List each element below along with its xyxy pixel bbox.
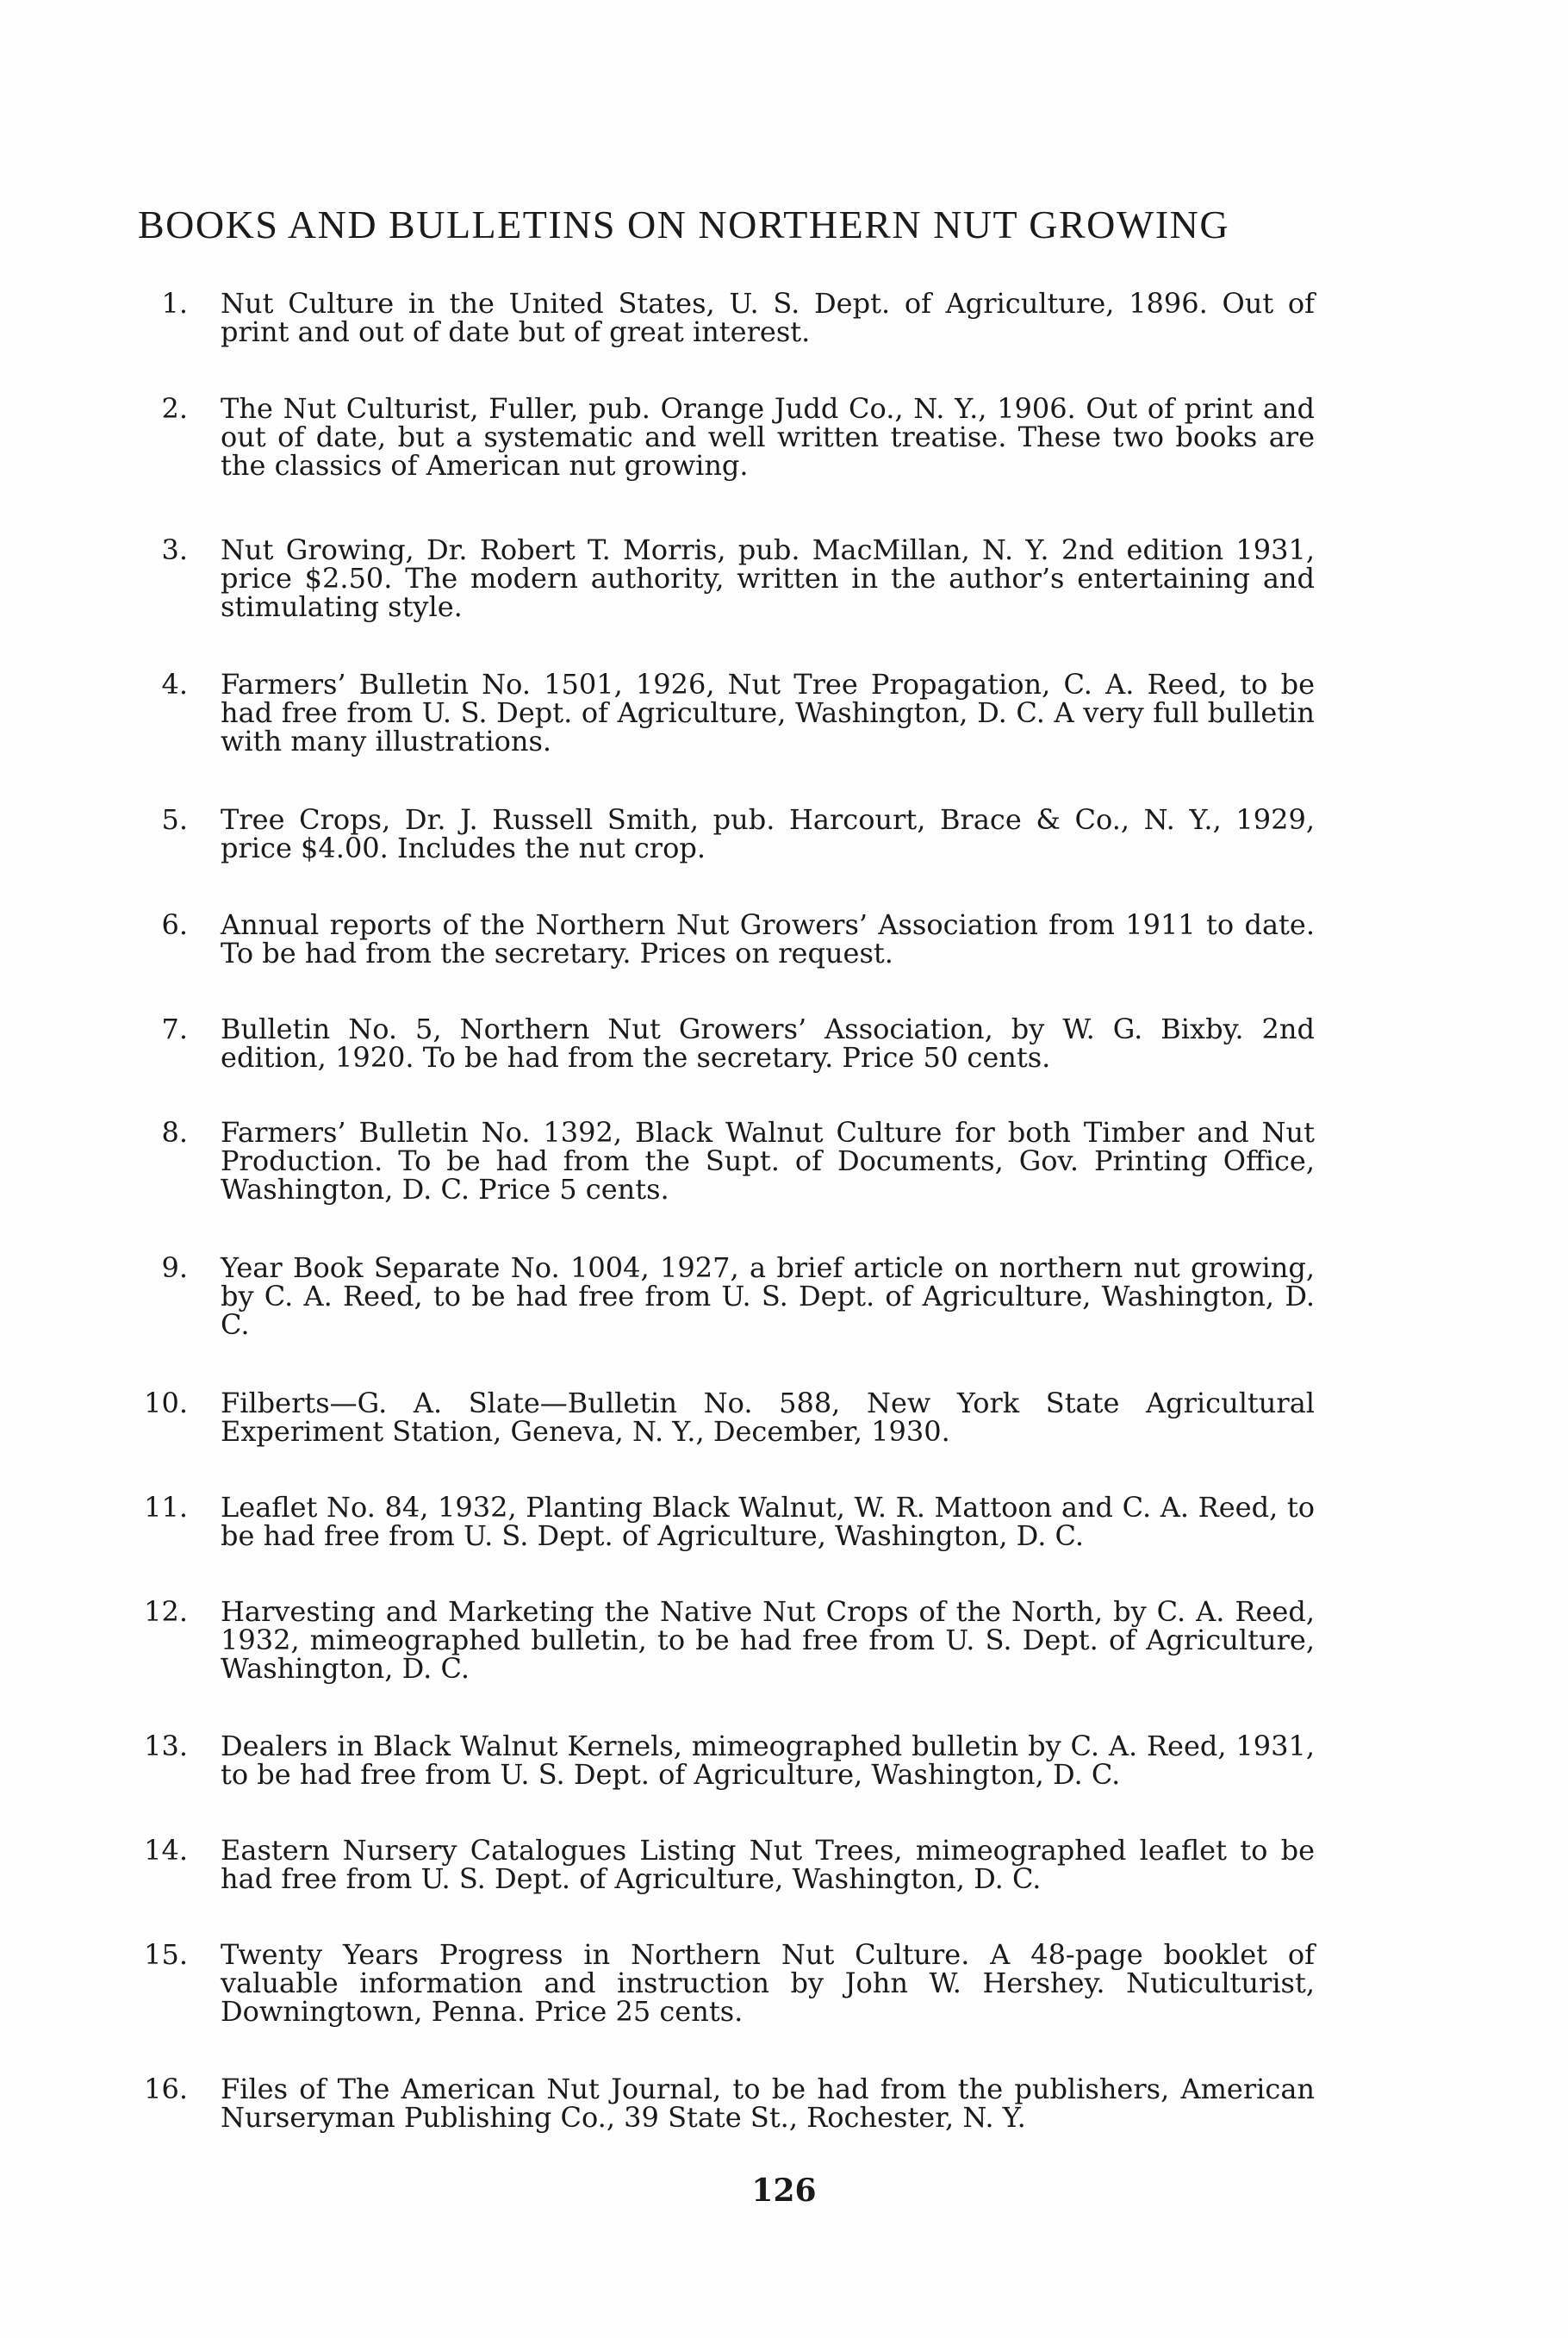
- list-item-number: 9.: [161, 1251, 188, 1284]
- list-item-number: 12.: [144, 1595, 188, 1628]
- list-item-text: The Nut Culturist, Fuller, pub. Orange Judd Co., N. Y., 1906. Out of print and out of date, but a systematic and well written treatise. These two books are the classics of American nut growing.: [221, 392, 1315, 482]
- list-item-number: 14.: [144, 1834, 188, 1867]
- list-item-number: 10.: [144, 1387, 188, 1419]
- list-item-text: Dealers in Black Walnut Kernels, mimeographed bulletin by C. A. Reed, 1931, to be had free from U. S. Dept. of Agriculture, Washington, D. C.: [221, 1730, 1315, 1791]
- list-item-number: 7.: [161, 1013, 188, 1045]
- list-item-number: 11.: [144, 1491, 188, 1524]
- list-item-number: 8.: [161, 1116, 188, 1149]
- page-heading: BOOKS AND BULLETINS ON NORTHERN NUT GROWING: [138, 203, 1230, 246]
- list-item-number: 2.: [161, 392, 188, 425]
- page-number: 126: [751, 2173, 817, 2209]
- list-item-number: 15.: [144, 1938, 188, 1971]
- list-item-number: 13.: [144, 1730, 188, 1762]
- list-item-text: Eastern Nursery Catalogues Listing Nut Trees, mimeographed leaflet to be had free from U. S. Dept. of Agriculture, Washington, D. C.: [221, 1834, 1315, 1895]
- list-item-text: Farmers’ Bulletin No. 1392, Black Walnut Culture for both Timber and Nut Production. To be had from the Supt. of Documents, Gov. Printing Office, Washington, D. C. Price 5 cents.: [221, 1116, 1315, 1206]
- list-item-text: Twenty Years Progress in Northern Nut Culture. A 48-page booklet of valuable information and instruction by John W. Hershey. Nuticulturist, Downingtown, Penna. Price 25 cents.: [221, 1938, 1315, 2028]
- list-item-text: Farmers’ Bulletin No. 1501, 1926, Nut Tree Propagation, C. A. Reed, to be had free from U. S. Dept. of Agriculture, Washington, D. C. A very full bulletin with many illustrations.: [221, 668, 1315, 758]
- list-item-number: 16.: [144, 2073, 188, 2105]
- list-item-text: Tree Crops, Dr. J. Russell Smith, pub. Harcourt, Brace & Co., N. Y., 1929, price $4.00. Includes the nut crop.: [221, 803, 1315, 864]
- list-item-text: Harvesting and Marketing the Native Nut Crops of the North, by C. A. Reed, 1932, mimeographed bulletin, to be had free from U. S. Dept. of Agriculture, Washington, D. C.: [221, 1595, 1315, 1685]
- list-item-text: Nut Culture in the United States, U. S. Dept. of Agriculture, 1896. Out of print and out of date but of great interest.: [221, 287, 1315, 348]
- list-item-number: 1.: [161, 287, 188, 320]
- list-item-text: Filberts—G. A. Slate—Bulletin No. 588, New York State Agricultural Experiment Station, Geneva, N. Y., December, 1930.: [221, 1387, 1315, 1448]
- list-item-number: 3.: [161, 533, 188, 566]
- list-item-number: 4.: [161, 668, 188, 701]
- list-item-text: Files of The American Nut Journal, to be had from the publishers, American Nurseryman Publishing Co., 39 State St., Rochester, N. Y.: [221, 2073, 1315, 2134]
- list-item-text: Annual reports of the Northern Nut Growers’ Association from 1911 to date. To be had from the secretary. Prices on request.: [221, 908, 1315, 969]
- list-item-text: Nut Growing, Dr. Robert T. Morris, pub. MacMillan, N. Y. 2nd edition 1931, price $2.50. The modern authority, written in the author’s entertaining and stimulating style.: [221, 533, 1315, 623]
- list-item-number: 6.: [161, 908, 188, 941]
- list-item-text: Bulletin No. 5, Northern Nut Growers’ Association, by W. G. Bixby. 2nd edition, 1920. To be had from the secretary. Price 50 cents.: [221, 1013, 1315, 1074]
- list-item-number: 5.: [161, 803, 188, 836]
- list-item-text: Year Book Separate No. 1004, 1927, a brief article on northern nut growing, by C. A. Reed, to be had free from U. S. Dept. of Agriculture, Washington, D. C.: [221, 1251, 1315, 1341]
- list-item-text: Leaflet No. 84, 1932, Planting Black Walnut, W. R. Mattoon and C. A. Reed, to be had free from U. S. Dept. of Agriculture, Washington, D. C.: [221, 1491, 1315, 1552]
